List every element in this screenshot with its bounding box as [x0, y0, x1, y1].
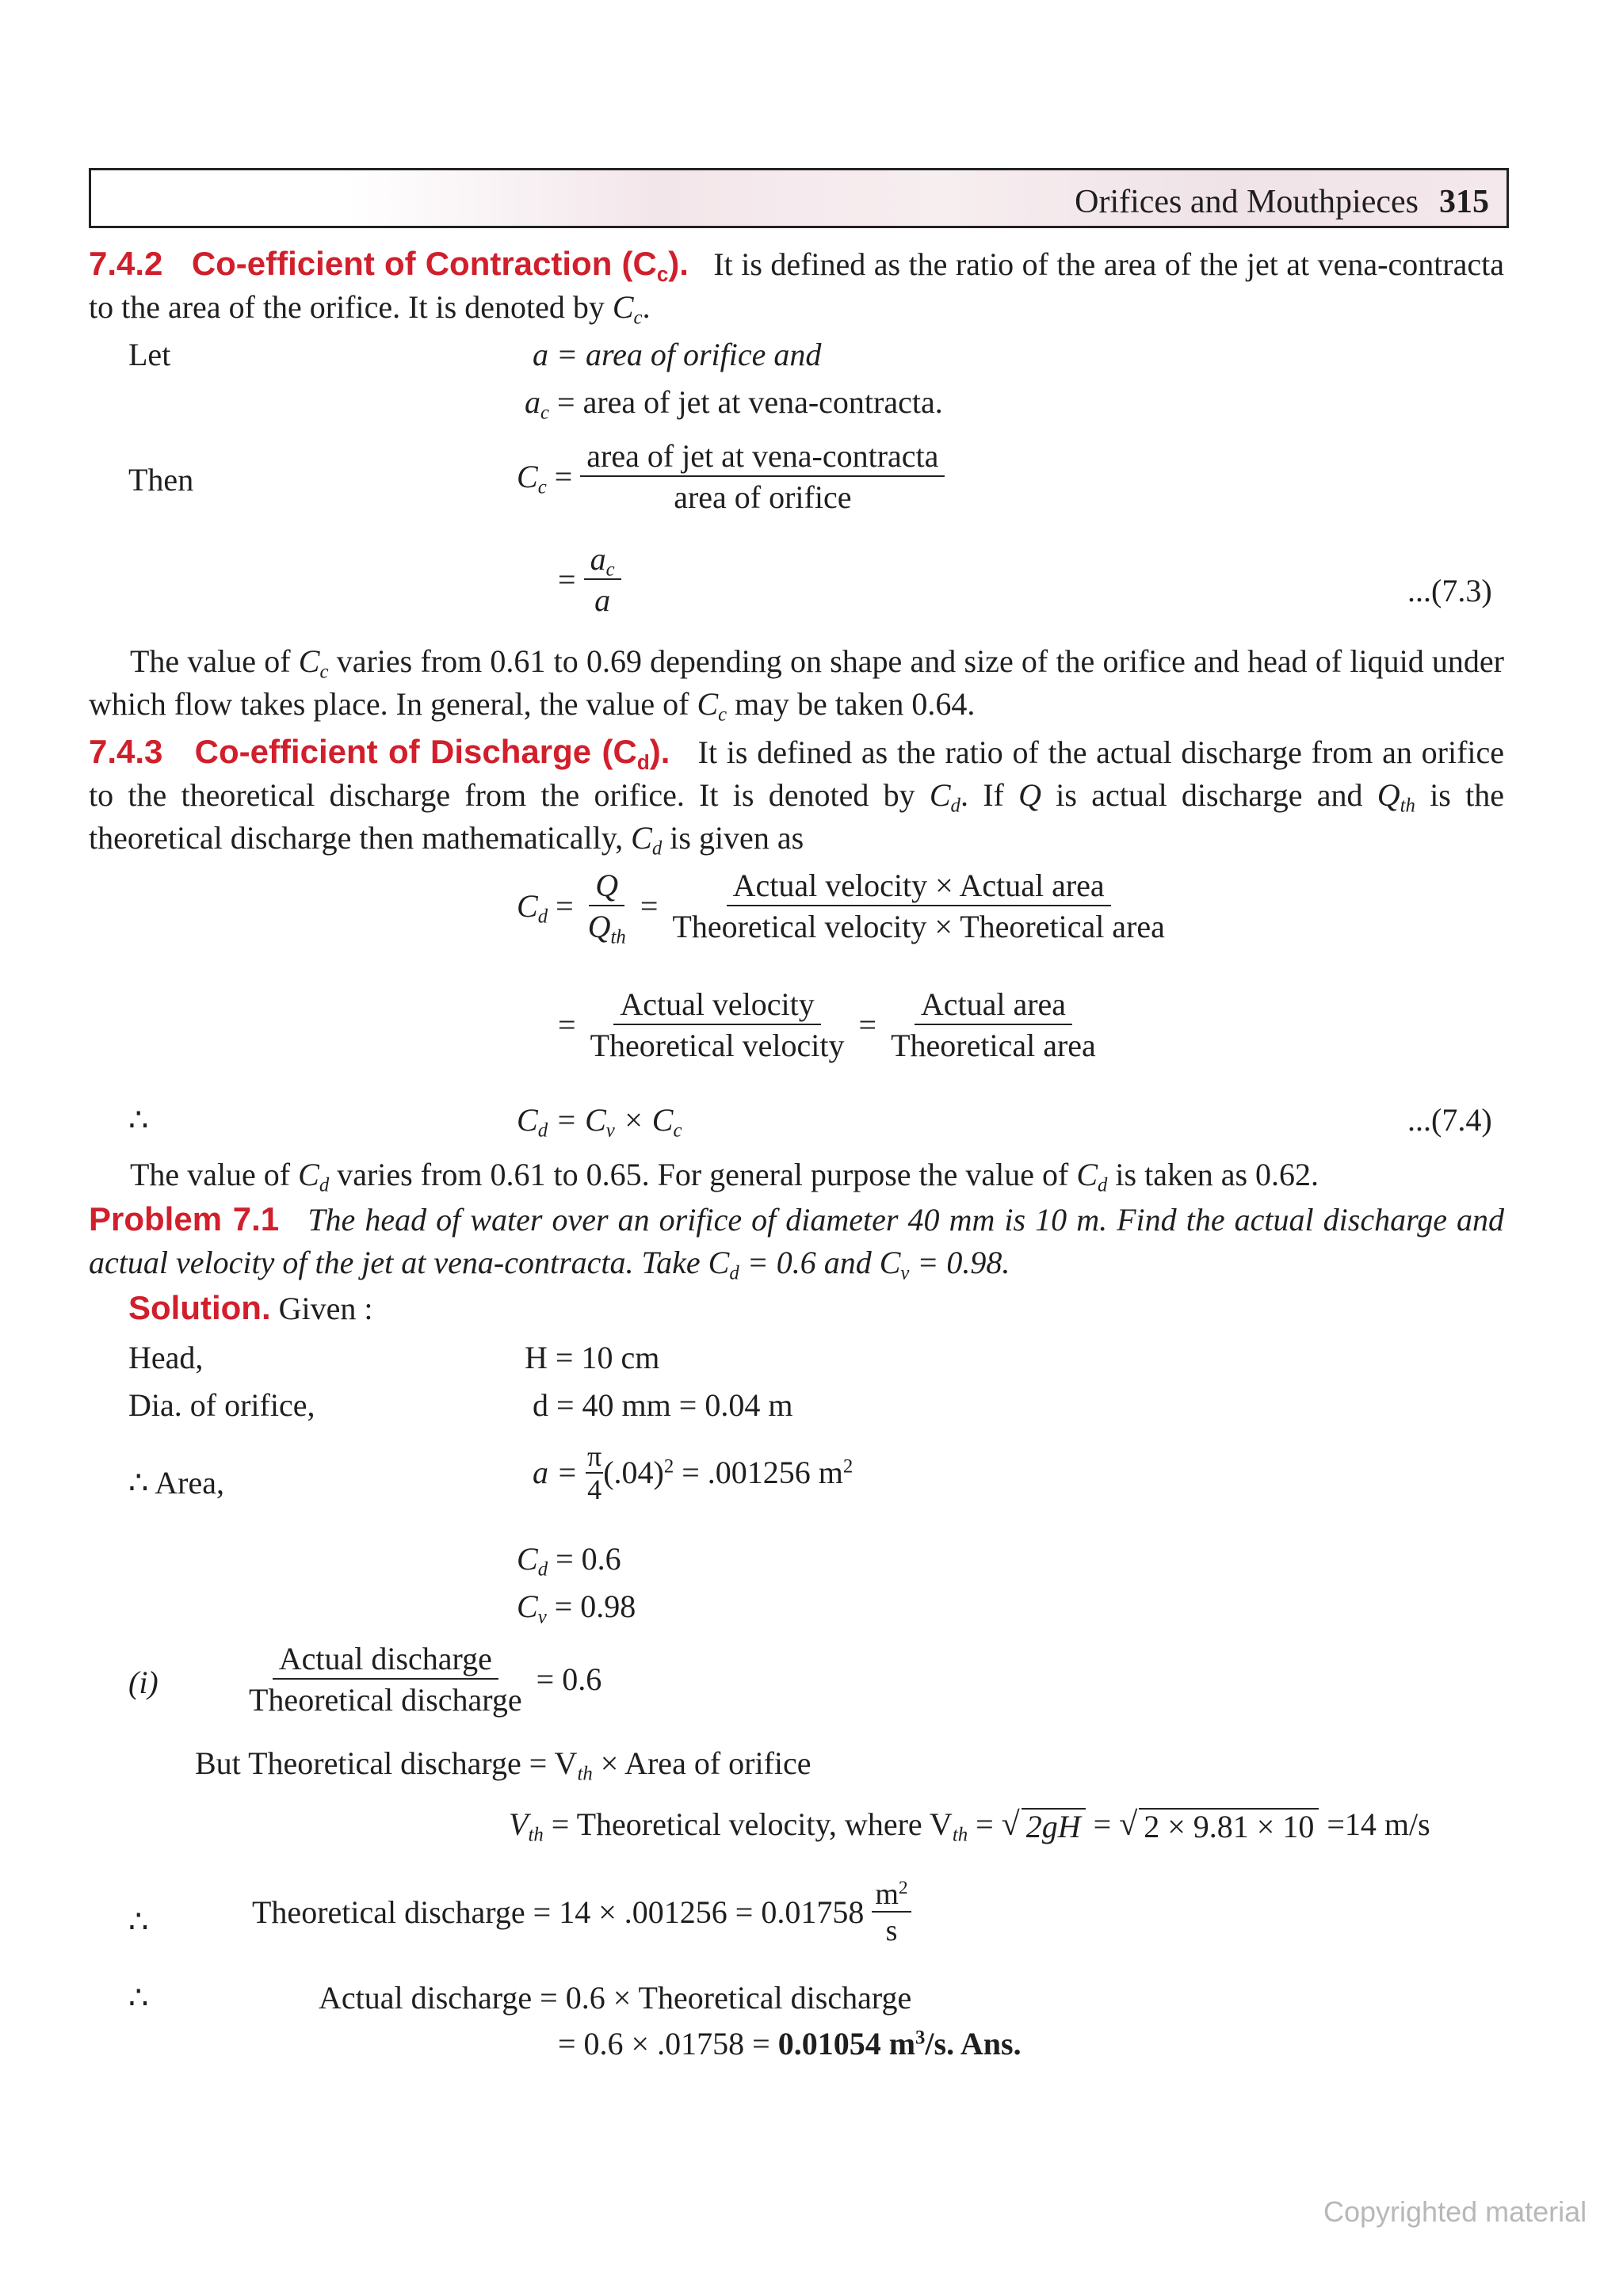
- actual-discharge-def: Actual discharge = 0.6 × Theoretical discharge: [319, 1980, 912, 2016]
- section-heading-7-4-3: 7.4.3 Co-efficient of Discharge $(C_d)$.: [89, 733, 670, 774]
- cc-equation: $C_c$ = $\frac{\text{area of jet at vena-contracta}}{\text{area of orifice}}$: [517, 441, 945, 513]
- cc-ratio: = $\frac{a_c}{a}$: [558, 543, 621, 616]
- running-header: [89, 168, 1509, 228]
- therefore-symbol: ∴: [128, 1102, 149, 1138]
- cv-given: $C_v = 0.98$: [517, 1589, 636, 1628]
- dia-value: d = 40 mm = 0.04 m: [533, 1387, 793, 1423]
- theoretical-velocity-eq: $V_{th}$ = Theoretical velocity, where $V_{th}$ = √ 2gH = √ 2 × 9.81 × 10 =14 m/s: [509, 1806, 1430, 1846]
- head-label: Head,: [128, 1340, 204, 1375]
- copyright-notice: Copyrighted material: [1323, 2195, 1587, 2228]
- therefore-symbol-3: ∴: [128, 1980, 149, 2016]
- theoretical-discharge-def: But Theoretical discharge = $V_{th}$ × Area of orifice: [195, 1745, 812, 1785]
- area-orifice-def: a = area of orifice and: [533, 337, 822, 372]
- cd-value-paragraph: The value of $C_d$ varies from 0.61 to 0.65. For general purpose the value of $C_d$ is taken as 0.62.: [130, 1157, 1319, 1196]
- cd-cv-cc: $C_d = C_v \times C_c$: [517, 1102, 682, 1142]
- let-label: Let: [128, 337, 171, 372]
- dia-label: Dia. of orifice,: [128, 1387, 315, 1423]
- actual-discharge-answer: = 0.6 × .01758 = 0.01054 $m^3/s$. Ans.: [558, 2026, 1022, 2061]
- problem-label: Problem 7.1: [89, 1200, 280, 1238]
- cc-value-paragraph: The value of $C_c$ varies from 0.61 to 0.69 depending on shape and size of the orifice and head of liquid under which flow takes place. In general, the value of $C_c$ may be taken 0.64.: [89, 643, 1504, 726]
- problem-7-1: Problem 7.1 The head of water over an orifice of diameter 40 mm is 10 m. Find the actual discharge and actual velocity of the jet at vena-contracta. Take $C_d = 0.6$ and $C_v = 0.98$.: [89, 1200, 1504, 1284]
- section-heading-7-4-2: 7.4.2 Co-efficient of Contraction $(C_c)$.: [89, 245, 689, 286]
- cd-equation-2: = $\frac{\text{Actual velocity}}{\text{Theoretical velocity}}$ = $\frac{\text{Actual area}}{\text{Theoretical area}}$: [558, 986, 1096, 1063]
- then-label: Then: [128, 462, 194, 498]
- theoretical-discharge-calc: Theoretical discharge = 14 × .001256 = 0.01758 $\frac{m^2}{s}$: [252, 1879, 911, 1946]
- cd-equation-1: $C_d$ = $\frac{Q}{Q_{th}}$ = $\frac{\text{Actual velocity × Actual area}}{\text{Theoretical velocity × Theoretical area}}$: [517, 868, 1165, 948]
- head-value: H = 10 cm: [525, 1340, 660, 1375]
- area-label: ∴ Area,: [128, 1465, 224, 1501]
- area-equation: a = $\frac{\pi}{4}$ $(.04)^2 = .001256$ $m^2$: [533, 1440, 854, 1505]
- therefore-symbol-2: ∴: [128, 1904, 149, 1939]
- section-7-4-2: 7.4.2 Co-efficient of Contraction $(C_c)$. It is defined as the ratio of the area of the jet at vena-contracta to the area of the orifice. It is denoted by $C_c$.: [89, 245, 1505, 329]
- solution-heading: Solution. Given :: [128, 1289, 373, 1326]
- eq-number-7-4: ...(7.4): [1407, 1102, 1492, 1138]
- section-7-4-3: 7.4.3 Co-efficient of Discharge $(C_d)$. It is defined as the ratio of the actual discharge from an orifice to the theoretical discharge from the orifice. It is denoted by $C_d$. If Q is actual discharge and $Q_{th}$ is the theoretical discharge then mathematically, $C_d$ is given as: [89, 733, 1505, 860]
- eq-number-7-3: ...(7.3): [1407, 573, 1492, 608]
- page-number: 315: [1439, 184, 1489, 220]
- discharge-ratio: $\frac{\text{Actual discharge}}{\text{Theoretical discharge}}$ = 0.6: [249, 1641, 602, 1718]
- part-i-label: (i): [128, 1665, 158, 1700]
- area-jet-def: $a_c$ = area of jet at vena-contracta.: [525, 384, 943, 424]
- cd-given: $C_d = 0.6$: [517, 1541, 621, 1581]
- cc-fraction: $\frac{\text{area of jet at vena-contracta}}{\text{area of orifice}}$: [580, 441, 945, 513]
- chapter-title: Orifices and Mouthpieces 315: [1075, 184, 1489, 220]
